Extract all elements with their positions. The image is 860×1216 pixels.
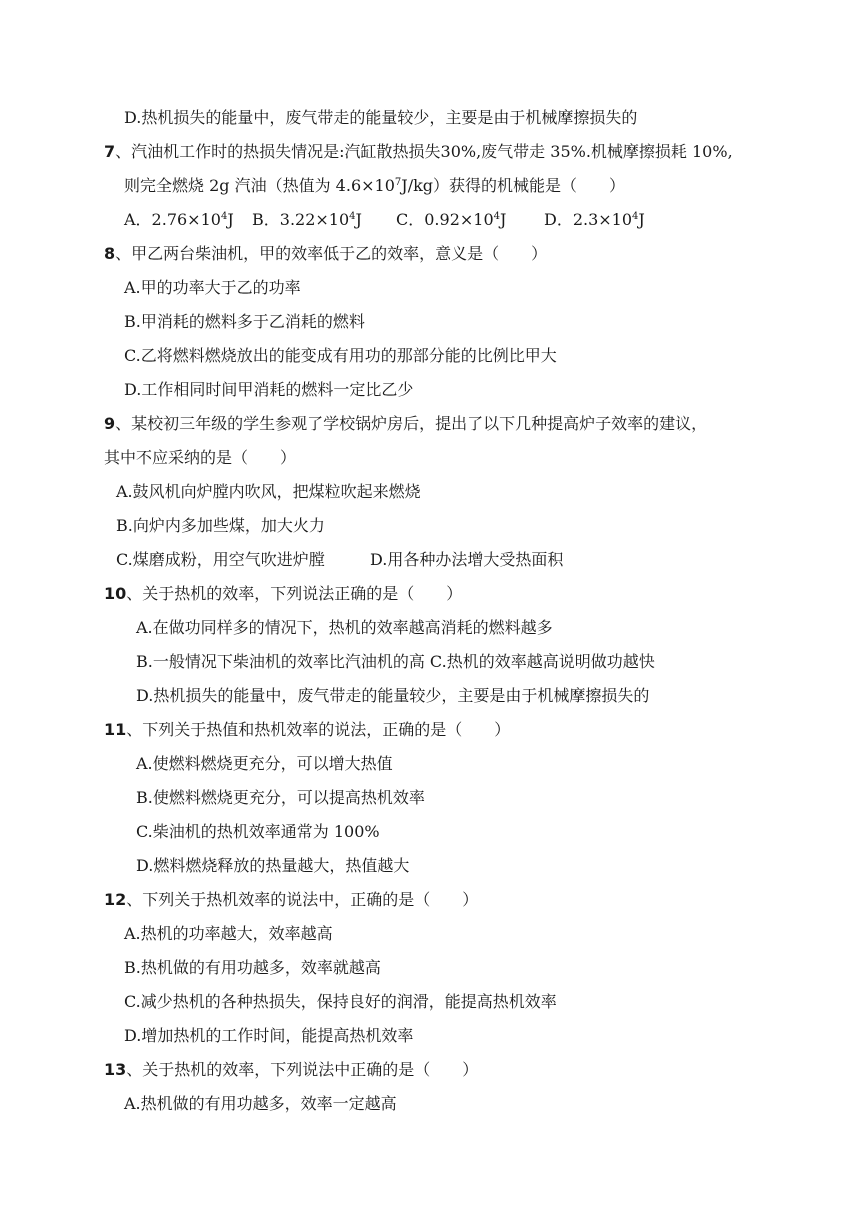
- q11-option-d: D.燃料燃烧释放的热量越大，热值越大: [136, 856, 410, 875]
- q6-option-d: D.热机损失的能量中，废气带走的能量较少，主要是由于机械摩擦损失的: [124, 108, 638, 127]
- q7-stem: [104, 142, 733, 162]
- q10-stem: [104, 584, 462, 604]
- q9-option-b: B.向炉内多加些煤，加大火力: [116, 516, 325, 535]
- q12-option-b: B.热机做的有用功越多，效率就越高: [124, 958, 381, 977]
- q7-text: 、汽油机工作时的热损失情况是:汽缸散热损失30%,废气带走 35%.机械摩擦损耗 10%,: [115, 142, 733, 161]
- q12-option-c: C.减少热机的各种热损失，保持良好的润滑，能提高热机效率: [124, 992, 557, 1011]
- q10-option-bc: B.一般情况下柴油机的效率比汽油机的高 C.热机的效率越高说明做功越快: [136, 652, 655, 671]
- q7-option-a: A．$2.76\times 10^4J$: [124, 210, 234, 229]
- q11-number: 11: [104, 720, 127, 739]
- q7-line2-text-end: J/kg）获得的机械能是（ ）: [401, 176, 626, 195]
- q7-option-b: B．$3.22\times 10^4J$: [252, 210, 362, 229]
- q9-stem-line2: 其中不应采纳的是（ ）: [104, 448, 297, 467]
- q10-option-a: A.在做功同样多的情况下，热机的效率越高消耗的燃料越多: [136, 618, 553, 637]
- q12-text: 、下列关于热机效率的说法中，正确的是（ ）: [126, 890, 479, 909]
- q11-option-c: C.柴油机的热机效率通常为 100%: [136, 822, 380, 841]
- q13-option-a: A.热机做的有用功越多，效率一定越高: [124, 1094, 397, 1113]
- q11-option-a: A.使燃料燃烧更充分，可以增大热值: [136, 754, 393, 773]
- q12-stem: [104, 890, 478, 910]
- q13-number: 13: [104, 1060, 127, 1079]
- q10-number: 10: [104, 584, 127, 603]
- q7-options: [124, 210, 645, 230]
- q13-text: 、关于热机的效率，下列说法中正确的是（ ）: [126, 1060, 479, 1079]
- q13-stem: [104, 1060, 478, 1080]
- q10-text: 、关于热机的效率，下列说法正确的是（ ）: [126, 584, 463, 603]
- q9-option-d: D.用各种办法增大受热面积: [370, 550, 564, 569]
- q9-option-a: A.鼓风机向炉膛内吹风，把煤粒吹起来燃烧: [116, 482, 421, 501]
- q8-option-a: A.甲的功率大于乙的功率: [124, 278, 301, 297]
- q12-option-a: A.热机的功率越大，效率越高: [124, 924, 333, 943]
- q12-option-d: D.增加热机的工作时间，能提高热机效率: [124, 1026, 414, 1045]
- q7-option-c: C．$0.92\times 10^4J$: [396, 210, 507, 229]
- q12-number: 12: [104, 890, 127, 909]
- q7-number: 7: [104, 142, 116, 161]
- q11-text: 、下列关于热值和热机效率的说法，正确的是（ ）: [126, 720, 511, 739]
- q8-option-c: C.乙将燃料燃烧放出的能变成有用功的那部分能的比例比甲大: [124, 346, 557, 365]
- q8-option-b: B.甲消耗的燃料多于乙消耗的燃料: [124, 312, 365, 331]
- q10-option-d: D.热机损失的能量中，废气带走的能量较少，主要是由于机械摩擦损失的: [136, 686, 650, 705]
- q7-option-d: D．$2.3\times 10^4J$: [544, 210, 645, 229]
- q8-text: 、甲乙两台柴油机，甲的效率低于乙的效率，意义是（ ）: [115, 244, 548, 263]
- q9-number: 9: [104, 414, 116, 433]
- q9-text: 、某校初三年级的学生参观了学校锅炉房后，提出了以下几种提高炉子效率的建议，: [115, 414, 708, 433]
- q11-option-b: B.使燃料燃烧更充分，可以提高热机效率: [136, 788, 425, 807]
- q9-options-cd: [116, 550, 563, 570]
- q9-stem: [104, 414, 707, 434]
- q7-stem-line2: [124, 176, 625, 196]
- q9-option-c: C.煤磨成粉，用空气吹进炉膛: [116, 550, 325, 569]
- q8-number: 8: [104, 244, 116, 263]
- exponent: 7: [394, 177, 402, 188]
- q8-stem: [104, 244, 547, 264]
- q8-option-d: D.工作相同时间甲消耗的燃料一定比乙少: [124, 380, 414, 399]
- q11-stem: [104, 720, 510, 740]
- q7-line2-text: 则完全燃烧 2g 汽油（热值为 4.6×10: [124, 176, 395, 195]
